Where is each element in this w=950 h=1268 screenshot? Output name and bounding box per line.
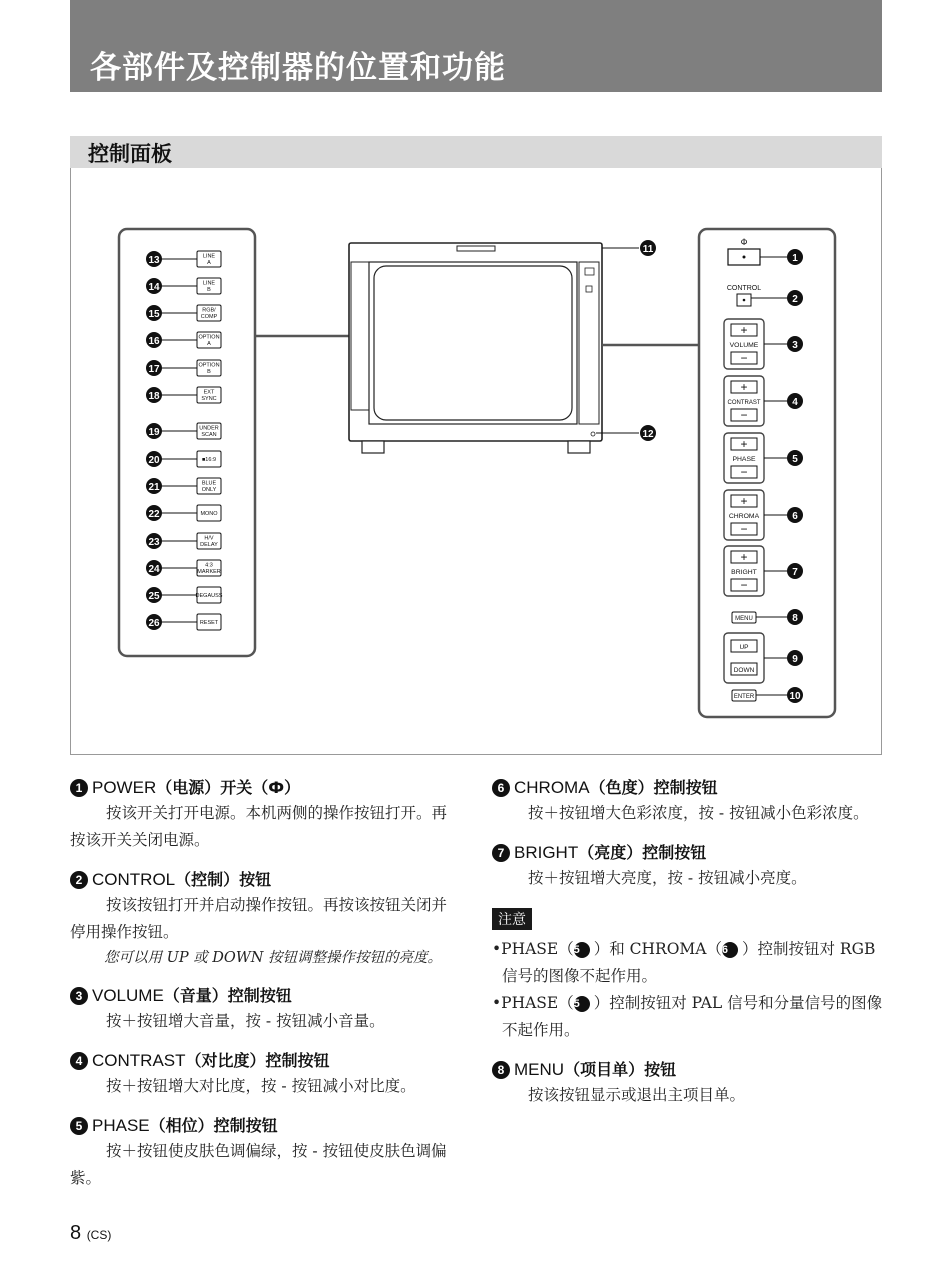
monitor-control-button (586, 286, 592, 292)
button-label-13: LINE (202, 253, 216, 260)
item-body: 按＋按钮增大色彩浓度，按 - 按钮减小色彩浓度。 (528, 804, 869, 822)
button-label-17: B (207, 369, 211, 375)
item-phase (70, 1114, 462, 1192)
item-heading: 8 MENU（项目单）按钮 (492, 1058, 884, 1082)
right-column (492, 776, 884, 1123)
control-panel-figure (70, 168, 882, 755)
menu-label: MENU (735, 616, 753, 622)
plus-icon: + (740, 380, 748, 394)
callout-number: 1 (70, 779, 88, 797)
callout-number: 10 (789, 691, 801, 702)
callout-number: 13 (148, 255, 160, 266)
page-header (70, 0, 882, 92)
button-label-16: A (207, 341, 211, 347)
callout-number: 7 (492, 844, 510, 862)
button-label-16: OPTION (198, 334, 220, 341)
item-heading: 2 CONTROL（控制）按钮 (70, 868, 462, 892)
callout-number: 3 (70, 987, 88, 1005)
callout-number: 26 (148, 618, 160, 629)
callout-number: 17 (148, 364, 160, 375)
item-volume (70, 984, 462, 1035)
callout-number: 23 (148, 537, 160, 548)
item-body: 按＋按钮增大亮度，按 - 按钮减小亮度。 (528, 869, 807, 887)
plus-icon: + (740, 494, 748, 508)
minus-icon: − (740, 522, 748, 536)
button-label-21: ONLY (201, 487, 217, 493)
item-body: 按＋按钮使皮肤色调偏绿，按 - 按钮使皮肤色调偏紫。 (70, 1142, 447, 1187)
button-label-15: RGB/ (202, 307, 216, 314)
callout-number: 16 (148, 336, 160, 347)
minus-icon: − (740, 351, 748, 365)
callout-number: 7 (792, 567, 798, 578)
notes-block (492, 906, 884, 1044)
minus-icon: − (740, 465, 748, 479)
item-chroma (492, 776, 884, 827)
callout-number: 20 (148, 455, 160, 466)
monitor-foot-left (362, 441, 384, 453)
item-menu (492, 1058, 884, 1109)
item-body: 按＋按钮增大音量，按 - 按钮减小音量。 (106, 1012, 385, 1030)
pair-label-volume: VOLUME (729, 342, 759, 349)
button-label-22: MONO (200, 511, 218, 517)
button-label-18: SYNC (201, 396, 217, 402)
plus-icon: + (740, 437, 748, 451)
control-panel-diagram (71, 168, 881, 754)
callout-number: 25 (148, 591, 160, 602)
button-label-20: ■16:9 (201, 457, 217, 463)
pair-label-phase: PHASE (732, 456, 756, 463)
item-body: 按该按钮显示或退出主项目单。 (528, 1086, 746, 1104)
callout-number: 4 (70, 1052, 88, 1070)
plus-icon: + (740, 550, 748, 564)
section-header (70, 136, 882, 168)
item-heading: 7 BRIGHT（亮度）控制按钮 (492, 841, 884, 865)
enter-label: ENTER (733, 694, 755, 700)
callout-number: 24 (148, 564, 160, 575)
power-switch-dot (743, 256, 746, 259)
button-label-15: COMP (200, 314, 218, 320)
item-heading: 5 PHASE（相位）控制按钮 (70, 1114, 462, 1138)
button-label-24: 4:3 (205, 562, 213, 569)
callout-number: 6 (792, 511, 798, 522)
item-body: 按＋按钮增大对比度，按 - 按钮减小对比度。 (106, 1077, 416, 1095)
note-bullet-1: •PHASE（5 ）和 CHROMA（6 ）控制按钮对 RGB 信号的图像不起作用。 (492, 940, 876, 985)
monitor-left-side-panel (351, 262, 371, 410)
pair-label-contrast: CONTRAST (727, 400, 761, 406)
callout-number: 2 (792, 294, 798, 305)
note-label: 注意 (492, 908, 532, 930)
button-label-19: UNDER (199, 425, 219, 432)
page-number: 8 (CS) (70, 1222, 112, 1244)
section-title: 控制面板 (88, 142, 172, 166)
callout-number: 21 (148, 482, 160, 493)
callout-number: 15 (148, 309, 160, 320)
left-column (70, 776, 462, 1206)
callout-number: 14 (148, 282, 160, 293)
right-panel-outline (699, 229, 835, 717)
callout-number: 19 (148, 427, 160, 438)
callout-number: 4 (792, 397, 798, 408)
monitor-top-slot (457, 246, 495, 251)
control-button-dot (743, 299, 746, 302)
down-label: DOWN (733, 667, 755, 674)
callout-number: 1 (792, 253, 798, 264)
pair-label-bright: BRIGHT (731, 569, 757, 576)
callout-number: 22 (148, 509, 160, 520)
minus-icon: − (740, 408, 748, 422)
callout-number: 5 (792, 454, 798, 465)
callout-number: 9 (792, 654, 798, 665)
item-body: 按该按钮打开并启动操作按钮。再按该按钮关闭并停用操作按钮。 (70, 896, 448, 941)
callout-number: 12 (642, 429, 654, 440)
item-heading: 1 POWER（电源）开关（Ф） (70, 776, 462, 800)
callout-number: 5 (70, 1117, 88, 1135)
page-title: 各部件及控制器的位置和功能 (90, 50, 506, 86)
callout-number: 8 (792, 613, 798, 624)
item-body: 按该开关打开电源。本机两侧的操作按钮打开。再按该开关关闭电源。 (70, 804, 448, 849)
item-power (70, 776, 462, 854)
button-label-25: DEGAUSS (195, 593, 223, 599)
button-label-18: EXT (203, 389, 215, 396)
button-label-19: SCAN (201, 432, 217, 438)
item-heading: 4 CONTRAST（对比度）控制按钮 (70, 1049, 462, 1073)
button-label-14: LINE (202, 280, 216, 287)
callout-number: 6 (492, 779, 510, 797)
button-label-23: DELAY (200, 542, 218, 548)
left-panel-outline (119, 229, 255, 656)
button-label-13: A (207, 260, 211, 266)
plus-icon: + (740, 323, 748, 337)
item-heading: 6 CHROMA（色度）控制按钮 (492, 776, 884, 800)
callout-number: 3 (792, 340, 798, 351)
button-label-14: B (207, 287, 211, 293)
minus-icon: − (740, 578, 748, 592)
callout-number: 11 (642, 244, 654, 255)
button-label-17: OPTION (198, 362, 220, 369)
item-bright (492, 841, 884, 892)
pair-label-chroma: CHROMA (728, 513, 760, 520)
button-label-23: H/V (204, 535, 214, 542)
monitor-indicator (591, 432, 595, 436)
callout-number: 18 (148, 391, 160, 402)
button-label-21: BLUE (201, 480, 217, 487)
button-label-26: RESET (199, 620, 219, 626)
callout-number: 2 (70, 871, 88, 889)
control-label: CONTROL (726, 285, 762, 292)
monitor-foot-right (568, 441, 590, 453)
monitor-screen (374, 266, 572, 420)
monitor-power-button (585, 268, 594, 275)
item-note: 您可以用 UP 或 DOWN 按钮调整操作按钮的亮度。 (104, 950, 443, 966)
button-label-24: MARKER (197, 569, 221, 575)
up-label: UP (739, 644, 749, 651)
item-heading: 3 VOLUME（音量）控制按钮 (70, 984, 462, 1008)
power-symbol: Ф (740, 237, 748, 247)
item-contrast (70, 1049, 462, 1100)
note-bullet-2: •PHASE（5 ）控制按钮对 PAL 信号和分量信号的图像不起作用。 (492, 994, 883, 1039)
item-control (70, 868, 462, 970)
